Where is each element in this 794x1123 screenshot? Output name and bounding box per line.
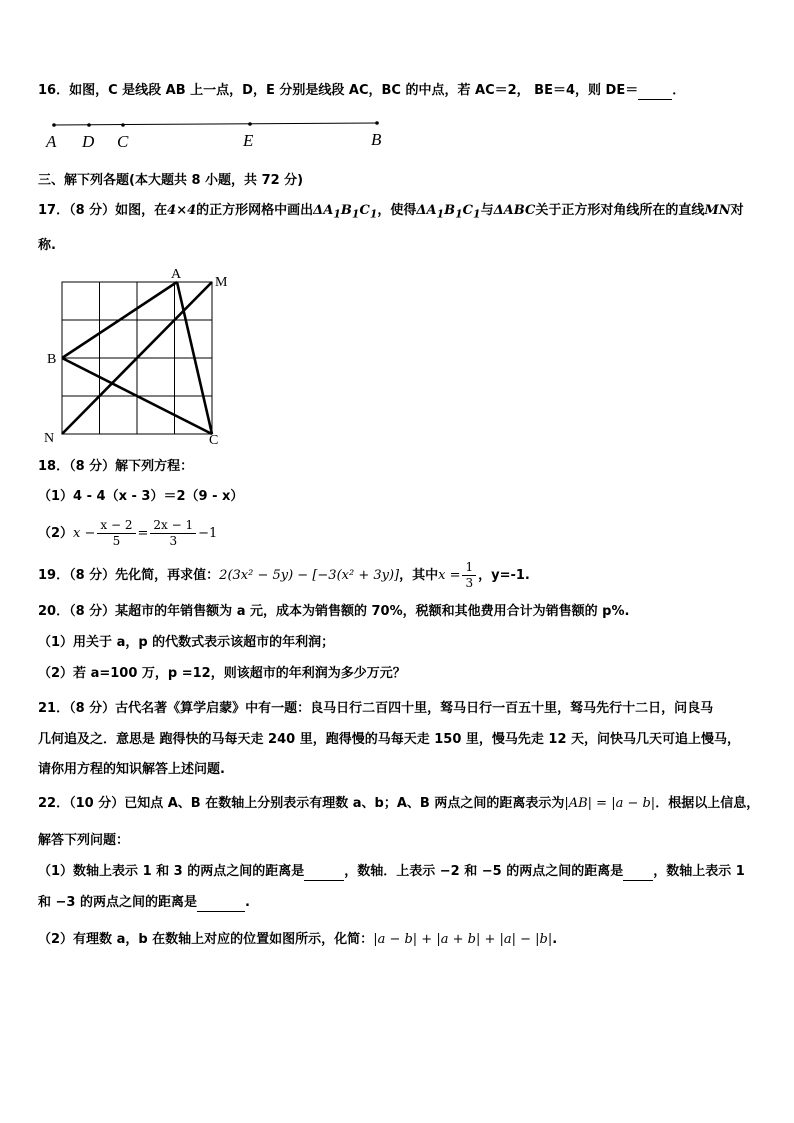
label-n: N [44,431,55,446]
label-a: A [171,267,182,282]
point-d-dot [87,123,91,127]
q22-simplify-expression: |a − b| + |a + b| + |a| − |b| [373,932,553,947]
q22-blank-2[interactable] [623,866,653,881]
point-c-label: C [117,132,129,151]
q22-line4: 和 −3 的两点之间的距离是 . [38,895,250,910]
point-c-dot [121,123,125,127]
q21-line2: 几何追及之．意思是 跑得快的马每天走 240 里，跑得慢的马每天走 150 里，慢马先走 12 天，问快马几天可追上慢马， [38,732,741,747]
q21-line3: 请你用方程的知识解答上述问题. [38,762,225,777]
q22-line2: 解答下列问题： [38,833,130,848]
point-a-dot [52,123,56,127]
q22-blank-3[interactable] [197,897,245,912]
q16-text-end: ． [672,83,686,98]
q16-text-main: 16．如图，C 是线段 AB 上一点，D，E 分别是线段 AC，BC 的中点，若 AC＝2， BE＝4，则 DE＝ [38,83,639,98]
q20-line2: （1）用关于 a，p 的代数式表示该超市的年利润； [38,635,335,650]
q22-distance-formula: |AB| = |a − b| [564,796,656,811]
q18-fraction-2: $\frac{2x - 1}{3}$ [150,518,196,549]
point-e-label: E [243,131,254,150]
point-a-label: A [46,132,57,151]
q17-text-c: ，使得 [377,203,417,218]
q18-part1: （1）4 - 4（x - 3）＝2（9 - x） [38,489,244,504]
q22-line3: （1）数轴上表示 1 和 3 的两点之间的距离是 ，数轴．上表示 −2 和 −5 的两点之间的距离是 ，数轴上表示 1 [38,864,745,879]
q22-blank-1[interactable] [304,866,344,881]
label-c: C [209,433,219,448]
q17-triangle-abc: ΔABC [493,203,536,218]
q16-answer-blank[interactable] [638,85,672,100]
q16-text [38,82,685,100]
q16-segment-figure [0,112,794,172]
label-b: B [47,352,57,367]
q17-text-d: 与 [480,203,494,218]
q17-line2: 称. [38,238,56,253]
segment-ab [54,123,377,125]
q17-text-e: 关于正方形对角线所在的直线 [535,203,705,218]
section-3-title: 三、解下列各题(本大题共 8 小题，共 72 分) [38,173,304,188]
q21-line1: 21．（8 分）古代名著《算学启蒙》中有一题：良马日行二百四十里，驽马日行一百五十里，驽马先行十二日，问良马 [38,701,714,716]
q19-line: 19．（8 分）先化简，再求值：2(3x² − 5y) − [−3(x² + 3y)]，其中x = $\frac{1}{3}$ ，y=-1. [38,560,530,590]
q17-line-mn: MN [704,203,731,218]
q17-grid-figure [38,262,278,452]
q17-text-b: 的正方形网格中画出 [196,203,314,218]
q22-line5: （2）有理数 a，b 在数轴上对应的位置如图所示，化简：|a − b| + |a + b| + |a| − |b|. [38,932,558,947]
q17-line1 [38,202,744,224]
q18-fraction-1: $\frac{x - 2}{5}$ [97,518,135,549]
q17-triangle-a1b1c1-repeat: $\Delta A_1B_1C_1$ [416,203,481,221]
q18-title: 18．（8 分）解下列方程： [38,459,194,474]
q18-part2: （2）x − $\frac{x - 2}{5}$ = $\frac{2x - 1}{3}$ −1 [38,518,218,548]
q17-text-f: 对 [730,203,744,218]
q17-grid-size: 4×4 [167,203,197,218]
point-e-dot [248,122,252,126]
point-b-dot [375,121,379,125]
point-b-label: B [371,130,382,149]
label-m: M [215,275,228,290]
q19-fraction: $\frac{1}{3}$ [462,560,476,591]
q20-line3: （2）若 a=100 万，p =12，则该超市的年利润为多少万元？ [38,666,406,681]
q22-line1: 22．（10 分）已知点 A、B 在数轴上分别表示有理数 a、b；A、B 两点之间的距离表示为|AB| = |a − b|．根据以上信息， [38,796,760,811]
q20-line1: 20．（8 分）某超市的年销售额为 a 元，成本为销售额的 70%，税额和其他费用合计为销售额的 p%. [38,604,630,619]
q19-expression: 2(3x² − 5y) − [−3(x² + 3y)] [219,568,400,583]
q17-text-a: 17．（8 分）如图，在 [38,203,168,218]
q17-triangle-a1b1c1: $\Delta A_1B_1C_1$ [313,203,378,221]
point-d-label: D [82,132,95,151]
